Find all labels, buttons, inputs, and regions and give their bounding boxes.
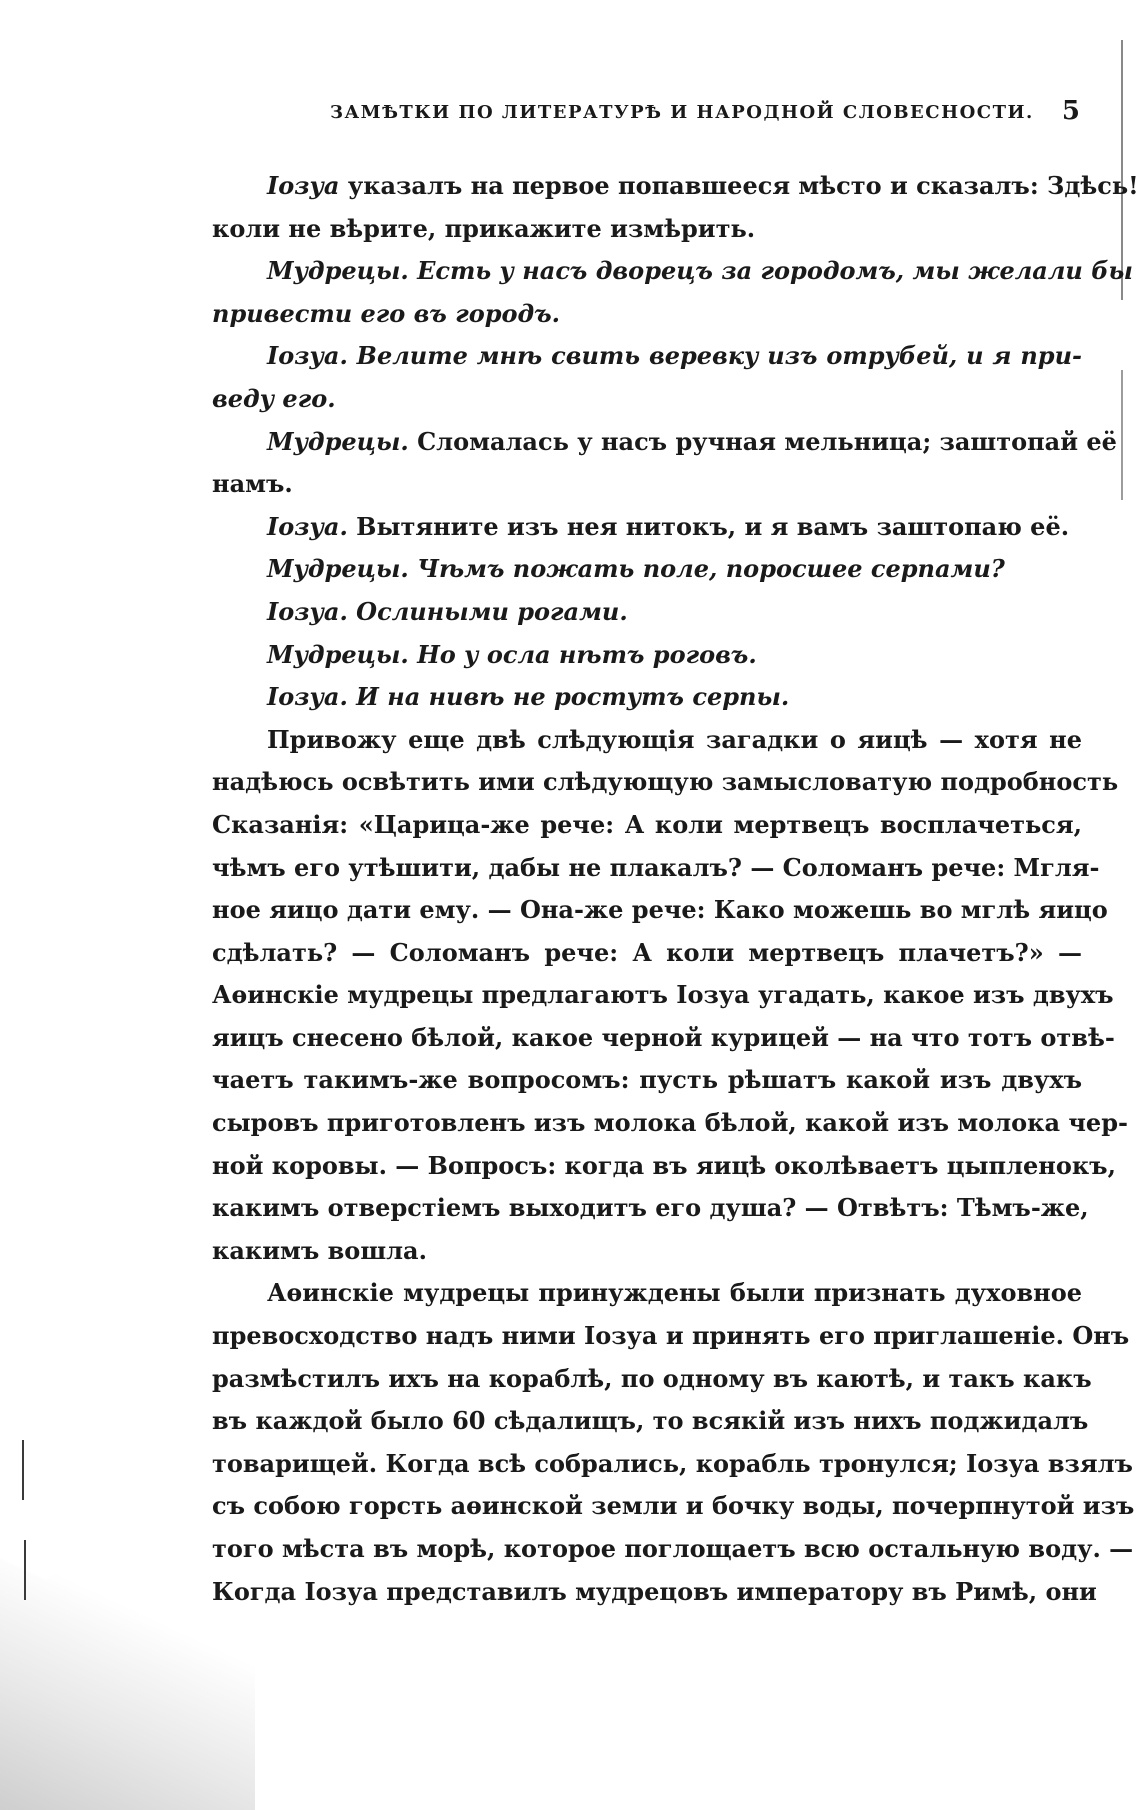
running-head: ЗАМѢТКИ ПО ЛИТЕРАТУРѢ И НАРОДНОЙ СЛОВЕСНОСТИ. (330, 102, 1034, 123)
text-line: Привожу еще двѣ слѣдующія загадки о яицѣ — хотя не (267, 724, 1082, 754)
text-line: Мудрецы. Чѣмъ пожать поле, поросшее серпами? (267, 554, 1005, 584)
text-line: яицъ снесено бѣлой, какое черной курицей — на что тотъ отвѣ- (212, 1022, 1115, 1052)
text-line: превосходство надъ ними Іозуа и принять его приглашеніе. Онъ (212, 1321, 1130, 1351)
text-line: Іозуа. И на нивѣ не ростутъ серпы. (267, 682, 790, 712)
text-line: товарищей. Когда всѣ собрались, корабль тронулся; Іозуа взялъ (212, 1448, 1133, 1478)
text-line: ной коровы. — Вопросъ: когда въ яицѣ околѣваетъ цыпленокъ, (212, 1150, 1116, 1180)
text-line: привести его въ городъ. (212, 298, 561, 328)
text-line: Аѳинскіе мудрецы предлагаютъ Іозуа угадать, какое изъ двухъ (212, 980, 1114, 1010)
text-line: Мудрецы. Сломалась у насъ ручная мельница; заштопай её (267, 426, 1117, 456)
page-number: 5 (1061, 96, 1080, 126)
text-line: размѣстилъ ихъ на кораблѣ, по одному въ каютѣ, и такъ какъ (212, 1363, 1092, 1393)
text-line: Іозуа. Вытяните изъ нея нитокъ, и я вамъ заштопаю её. (267, 511, 1070, 541)
text-line: веду его. (212, 383, 336, 413)
text-line: Мудрецы. Есть у насъ дворецъ за городомъ, мы желали бы (267, 256, 1133, 286)
text-line: Когда Іозуа представилъ мудрецовъ императору въ Римѣ, они (212, 1576, 1097, 1606)
text-line: чаетъ такимъ-же вопросомъ: пусть рѣшатъ какой изъ двухъ (212, 1065, 1082, 1095)
text-line: какимъ отверстіемъ выходитъ его душа? — Отвѣтъ: Тѣмъ-же, (212, 1193, 1089, 1223)
scan-margin-line (1121, 370, 1123, 500)
page-header (200, 96, 1080, 140)
text-line: чѣмъ его утѣшити, дабы не плакалъ? — Соломанъ рече: Мгля- (212, 852, 1100, 882)
text-line: Мудрецы. Но у осла нѣтъ роговъ. (267, 639, 757, 669)
text-line: того мѣста въ морѣ, которое поглощаетъ всю остальную воду. — (212, 1534, 1134, 1563)
text-line: надѣюсь освѣтить ими слѣдующую замысловатую подробность (212, 767, 1119, 797)
scan-margin-line (22, 1440, 24, 1500)
text-line: съ собою горсть аѳинской земли и бочку воды, почерпнутой изъ (212, 1491, 1135, 1521)
speaker-name: Іозуа (267, 171, 340, 200)
speaker-name: Мудрецы. (267, 426, 409, 456)
text-line: ное яицо дати ему. — Она-же рече: Како можешь во мглѣ яицо (212, 895, 1108, 925)
text-line: намъ. (212, 469, 293, 499)
text-line: какимъ вошла. (212, 1235, 427, 1265)
text-line: Сказанія: «Царица-же рече: А коли мертвецъ восплачеться, (212, 809, 1082, 839)
text-line: въ каждой было 60 сѣдалищъ, то всякій изъ нихъ поджидалъ (212, 1406, 1089, 1436)
text-line: сдѣлать? — Соломанъ рече: А коли мертвецъ плачетъ?» — (212, 937, 1082, 967)
text-line: Іозуа. Велите мнѣ свить веревку изъ отрубей, и я при- (267, 341, 1082, 371)
scan-margin-line (24, 1540, 26, 1600)
text-line: Іозуа. Ослиными рогами. (267, 596, 628, 626)
speaker-name: Іозуа. (267, 511, 348, 541)
text-line: Аѳинскіе мудрецы принуждены были признать духовное (267, 1278, 1082, 1308)
text-line: коли не вѣрите, прикажите измѣрить. (212, 213, 756, 243)
text-line: Іозуа указалъ на первое попавшееся мѣсто и сказалъ: Здѣсь! (267, 171, 1139, 200)
text-line: сыровъ приготовленъ изъ молока бѣлой, какой изъ молока чер- (212, 1108, 1128, 1138)
body-text (212, 165, 1139, 1613)
